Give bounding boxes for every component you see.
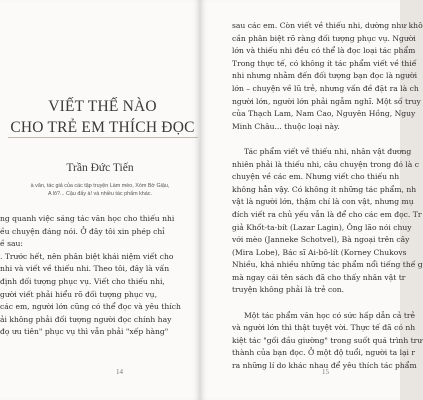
text-line: mà ngay cái tên sách đã cho thấy nhân vật tr [232,272,406,282]
text-line: các em, người lớn cũng có thể đọc và yêu thích [0,302,181,312]
text-line: đọ ưu tiên" phục vụ thì vẫn phải "xếp hàng" [0,327,169,337]
text-line: với mèo (Janneke Schotvel), Bà ngoại trên cây [232,235,410,245]
text-line [232,133,400,146]
text-line [232,297,400,310]
chapter-title-line: CHO TRẺ EM THÍCH ĐỌC [10,119,195,136]
author-note-line: A lô?... Cậu đấy à! và nhiều tác phẩm khác. [48,191,152,197]
author-note [0,182,200,198]
text-line: nhiên phải là thiếu nhi, câu chuyện trong đó là c [232,159,419,169]
text-line: (Mira Lobe), Bác sĩ Ai-bô-lít (Korney Chukovs [232,247,407,257]
text-line: Minh Châu... thuộc loại này. [232,121,340,131]
text-line: kiệt tác "gối đầu giường" trong suốt quá trình trư [232,335,423,345]
page-number-right: 15 [322,368,329,376]
text-line: của Thạch Lam, Nam Cao, Nguyên Hồng, Nguy [232,109,416,119]
text-line: không hẳn vậy. Có không ít những tác phẩm, nh [232,184,417,194]
text-line: nhi nhưng nhằm đến đối tượng bạn đọc là người [232,71,418,81]
text-line: cần phân biệt rõ ràng đối tượng phục vụ. Người [232,33,416,43]
text-line: Nhiều, khá nhiều những tác phẩm nổi tiếng thế g [232,260,423,270]
text-line: sau các em. Còn viết về thiếu nhi, dường như khô [232,21,423,30]
text-line: Trong thực tế, có không ít tác phẩm viết về thiế [232,58,417,68]
text-line: nhi và viết về thiếu nhi. Theo tôi, đây là vấn [0,264,170,274]
page-number-left: 14 [116,368,123,376]
text-line: ải không phải đối tượng người đọc chính hay [0,314,172,324]
title-divider [8,137,198,138]
text-line: định đối tượng phục vụ. Viết cho thiếu nhi, [0,276,165,286]
text-line: người lớn, người lớn phải ngẫm nghĩ. Một số truy [232,96,421,106]
chapter-title-line: VIẾT THẾ NÀO [48,98,157,115]
text-line: truyện không phải là trẻ con. [232,285,345,295]
text-line: thành của bạn đọc. Ở một độ tuổi, người ta lại r [232,348,416,358]
author-name: Trần Đức Tiến [66,162,134,174]
chapter-title [0,96,205,138]
author-note-line: à văn, tác giả của các tập truyện Làm mèo, Xóm Bờ Giậu, [30,183,170,189]
text-line: . Trước hết, nên phân biệt khái niệm viết cho [0,251,174,261]
text-line: ng quanh việc sáng tác văn học cho thiếu nhi [0,214,175,223]
text-line: giả Khốt-ta-bít (Lazar Lagin), Ông lão nói chuy [232,222,412,232]
text-line: đích viết ra chủ yếu vẫn là để cho các em đọc. Tr [232,209,422,219]
text-line: chuyện về các em. Nhưng viết cho thiếu nh [232,172,400,182]
right-body-text [232,20,423,373]
text-line: lớn và thiếu nhi đều có thể là đọc loại tác phẩm [232,46,416,56]
left-page [0,0,200,400]
text-line: và người lớn thì thật tuyệt vời. Thực tế đã có nh [232,323,416,333]
left-body-text [0,213,181,339]
text-line: Tác phẩm viết về thiếu nhi, nhân vật đương [244,146,412,156]
text-line: gười viết phải hiểu rõ đối tượng phục vụ, [0,289,157,299]
text-line: ề sau: [0,239,23,249]
text-line: ra những lí do khác nhau để yêu thích tác phẩm [232,361,417,371]
text-line: ều chuyện đáng nói. Ở đây tôi xin phép chỉ [0,226,165,236]
text-line: vật là người lớn, thậm chí là con vật, nhưng mụ [232,197,414,207]
text-line: lớn – chuyện về lũ trẻ, nhưng vấn đề đặt ra là ch [232,83,419,93]
text-line: Một tác phẩm văn học có sức hấp dẫn cả trẻ [244,310,416,320]
